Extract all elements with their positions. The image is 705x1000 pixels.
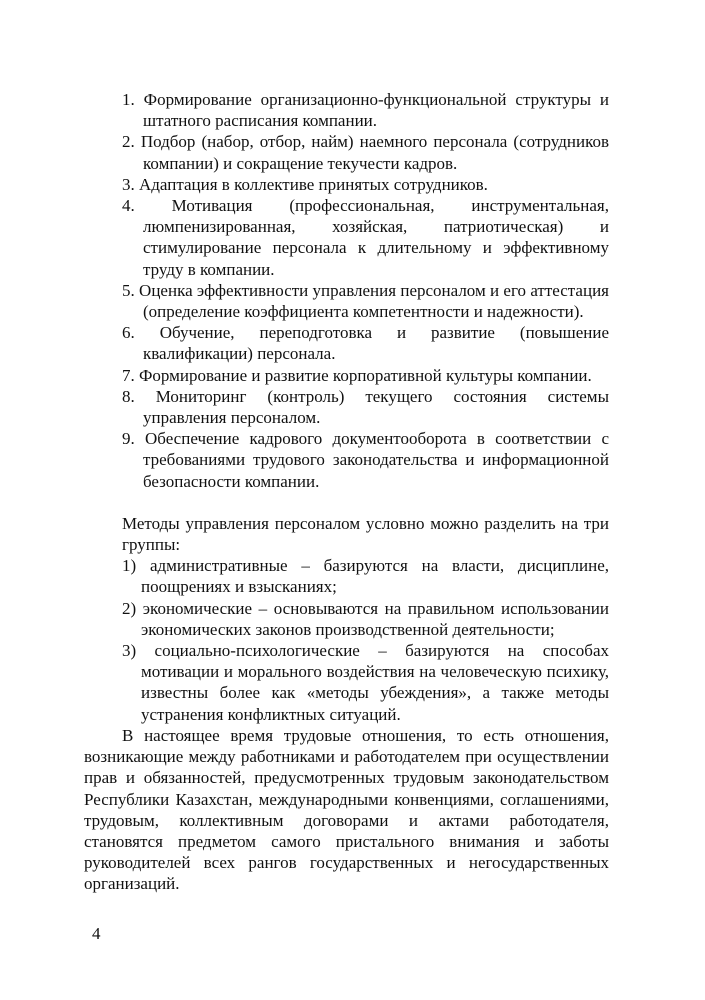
list-item: 3. Адаптация в коллективе принятых сотрудников. (122, 174, 488, 194)
page-number: 4 (92, 924, 101, 943)
list-item: 2. Подбор (набор, отбор, найм) наемного персонала (сотрудников компании) и сокращение текучести кадров. (122, 132, 610, 173)
paragraph-gap (122, 492, 609, 513)
list-item: 5. Оценка эффективности управления персоналом и его аттестация (определение коэффициента компетентности и надежности). (122, 280, 609, 322)
list-item: 8. Мониторинг (контроль) текущего состояния системы управления персоналом. (122, 386, 609, 428)
final-paragraph: В настоящее время трудовые отношения, то есть отношения, возникающие между работниками и работодателем при осуществлении прав и обязанностей, предусмотренных трудовым законодательством Республики Казахстан, международными конвенциями, соглашениями, трудовым, коллективным договорами и актами работодателя, становятся предметом самого пристального внимания и заботы руководителей всех рангов государственных и негосударственных организаций. (84, 725, 609, 894)
list-item: 7. Формирование и развитие корпоративной культуры компании. (122, 365, 592, 385)
list-item: 4. Мотивация (профессиональная, инструментальная, люмпенизированная, хозяйская, патриотическая) и стимулирование персонала к длительному и эффективному труду в компании. (122, 196, 610, 279)
method-item: 3) социально-психологические – базируются на способах мотивации и морального воздействия на человеческую психику, известны более как «методы убеждения», а также методы устранения конфликтных ситуаций. (122, 641, 609, 724)
method-item: 1) административные – базируются на власти, дисциплине, поощрениях и взысканиях; (122, 556, 609, 597)
list-item: 6. Обучение, переподготовка и развитие (повышение квалификации) персонала. (122, 323, 609, 364)
methods-intro: Методы управления персоналом условно можно разделить на три группы: (122, 513, 609, 555)
method-item: 2) экономические – основываются на правильном использовании экономических законов производственной деятельности; (122, 598, 609, 639)
body-text (84, 89, 610, 895)
list-item: 9. Обеспечение кадрового документооборота в соответствии с требованиями трудового законодательства и информационной безопасности компании. (122, 429, 610, 491)
list-item: 1. Формирование организационно-функциональной структуры и штатного расписания компании. (122, 90, 610, 131)
